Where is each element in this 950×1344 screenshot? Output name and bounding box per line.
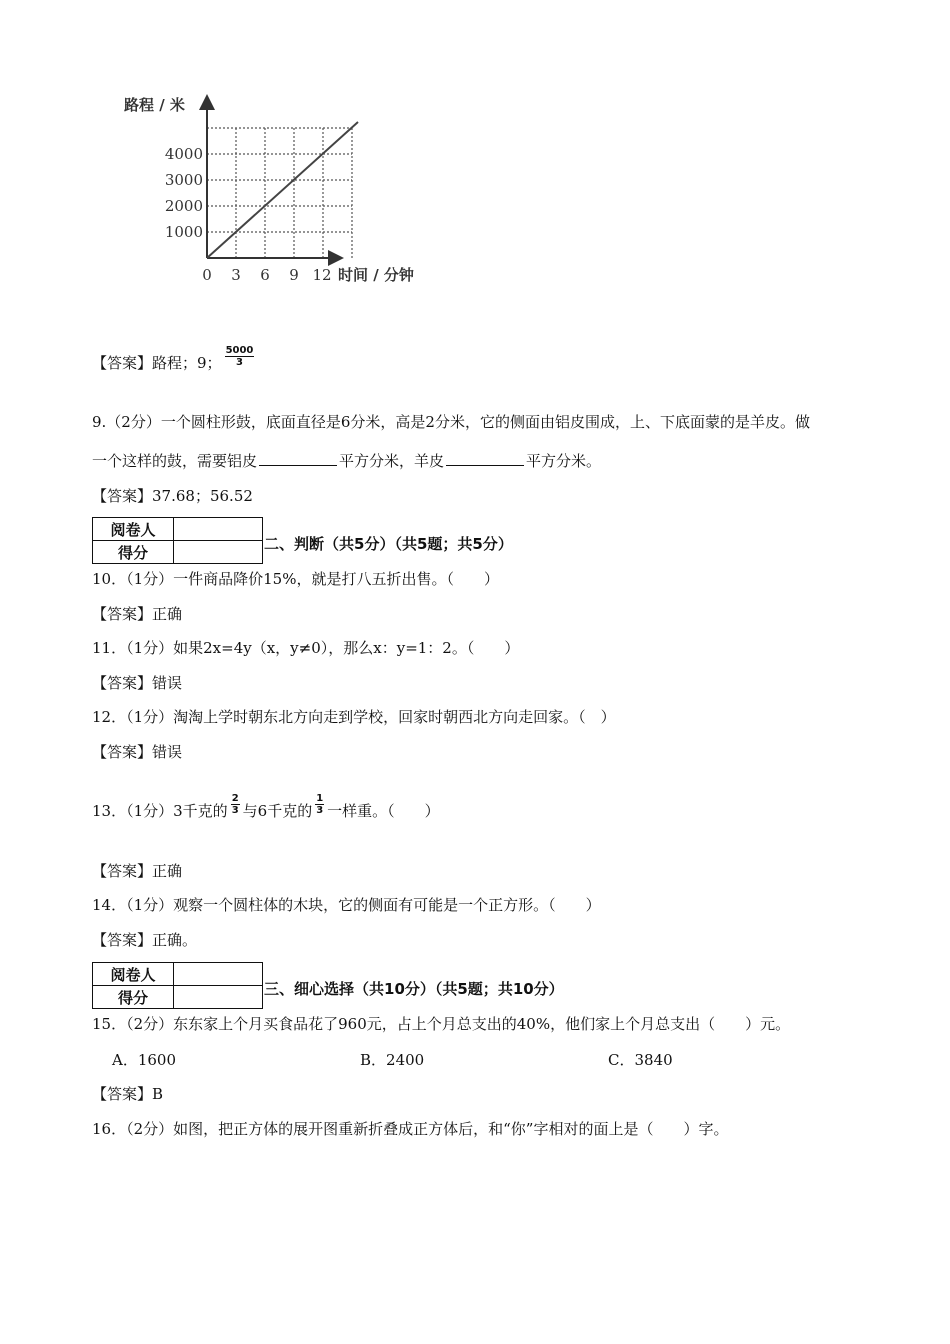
score-table-section2 — [92, 517, 263, 564]
reviewer-label: 阅卷人 — [93, 518, 174, 541]
q9-text-b: 平方分米，羊皮 — [339, 452, 445, 470]
y-tick-label: 3000 — [164, 171, 203, 189]
q9-line1: 9.（2分）一个圆柱形鼓，底面直径是6分米，高是2分米，它的侧面由铝皮围成，上、下底面蒙的是羊皮。做 — [92, 413, 810, 431]
q14-text: 14．（1分）观察一个圆柱体的木块，它的侧面有可能是一个正方形。（ ） — [92, 896, 601, 914]
answer-tag: 【答案】 — [92, 354, 153, 372]
x-tick-label: 9 — [289, 266, 299, 284]
fraction-numerator: 2 — [231, 792, 239, 804]
score-label: 得分 — [93, 986, 174, 1009]
q8-answer-text: 路程；9； — [152, 354, 222, 372]
q13-fraction-1 — [231, 793, 240, 816]
q15-answer-text: B — [152, 1085, 164, 1103]
x-tick-label: 0 — [202, 266, 212, 284]
fraction-denominator: 3 — [316, 804, 324, 816]
q15-option-b: B．2400 — [360, 1051, 425, 1069]
q15-option-c: C．3840 — [608, 1051, 673, 1069]
reviewer-cell — [174, 963, 263, 986]
fraction-numerator: 5000 — [225, 344, 254, 356]
answer-tag: 【答案】 — [92, 605, 153, 623]
q9-text-a: 一个这样的鼓，需要铝皮 — [92, 452, 258, 470]
q13-text — [92, 792, 440, 824]
q11-answer — [92, 672, 182, 694]
score-label: 得分 — [93, 541, 174, 564]
q14-answer-text: 正确。 — [152, 931, 198, 949]
distance-time-graph — [110, 90, 440, 290]
q15-option-a: A．1600 — [112, 1051, 177, 1069]
q14-answer — [92, 929, 197, 951]
q12-text: 12．（1分）淘淘上学时朝东北方向走到学校，回家时朝西北方向走回家。（ ） — [92, 708, 616, 726]
q10-text: 10．（1分）一件商品降价15%，就是打八五折出售。（ ） — [92, 570, 499, 588]
q9-blank-1 — [259, 451, 337, 466]
distance-line — [207, 122, 358, 258]
y-tick-label: 4000 — [164, 145, 203, 163]
q13-fraction-2 — [315, 793, 324, 816]
x-axis-label: 时间 / 分钟 — [338, 266, 414, 284]
fraction-numerator: 1 — [316, 792, 324, 804]
x-tick-label: 6 — [260, 266, 270, 284]
q9-text-c: 平方分米。 — [526, 452, 602, 470]
answer-tag: 【答案】 — [92, 674, 153, 692]
q12-answer — [92, 741, 182, 763]
answer-tag: 【答案】 — [92, 931, 153, 949]
q13-part2: 与6千克的 — [242, 802, 313, 820]
x-tick-label: 3 — [231, 266, 241, 284]
q13-answer-text: 正确 — [152, 862, 183, 880]
fraction-denominator: 3 — [231, 804, 239, 816]
q8-answer — [92, 344, 257, 376]
section3-title: 三、细心选择（共10分）（共5题；共10分） — [264, 980, 564, 998]
q9-blank-2 — [446, 451, 524, 466]
q16-text: 16．（2分）如图，把正方体的展开图重新折叠成正方体后，和“你”字相对的面上是（ ）字。 — [92, 1120, 729, 1138]
q12-answer-text: 错误 — [152, 743, 183, 761]
q9-line2 — [92, 450, 601, 472]
answer-tag: 【答案】 — [92, 487, 153, 505]
q11-text: 11．（1分）如果2x=4y（x，y≠0），那么x：y=1：2。（ ） — [92, 639, 520, 657]
x-tick-label: 12 — [312, 266, 332, 284]
q13-answer — [92, 860, 182, 882]
q10-answer — [92, 603, 182, 625]
score-cell — [174, 541, 263, 564]
y-tick-label: 1000 — [164, 223, 203, 241]
q13-part3: 一样重。（ ） — [327, 802, 440, 820]
section2-title: 二、判断（共5分）（共5题；共5分） — [264, 535, 513, 553]
q15-answer — [92, 1083, 163, 1105]
q9-answer-text: 37.68；56.52 — [152, 487, 253, 505]
y-axis-label: 路程 / 米 — [124, 96, 185, 114]
answer-tag: 【答案】 — [92, 862, 153, 880]
reviewer-cell — [174, 518, 263, 541]
answer-tag: 【答案】 — [92, 1085, 153, 1103]
q10-answer-text: 正确 — [152, 605, 183, 623]
q9-answer — [92, 485, 253, 507]
y-tick-label: 2000 — [164, 197, 203, 215]
q11-answer-text: 错误 — [152, 674, 183, 692]
answer-tag: 【答案】 — [92, 743, 153, 761]
q15-text: 15．（2分）东东家上个月买食品花了960元，占上个月总支出的40%，他们家上个月总支出（ ）元。 — [92, 1015, 791, 1033]
score-cell — [174, 986, 263, 1009]
score-table-section3 — [92, 962, 263, 1009]
q8-answer-fraction — [225, 345, 255, 368]
reviewer-label: 阅卷人 — [93, 963, 174, 986]
fraction-denominator: 3 — [236, 356, 243, 368]
q13-part1: 13．（1分）3千克的 — [92, 802, 228, 820]
